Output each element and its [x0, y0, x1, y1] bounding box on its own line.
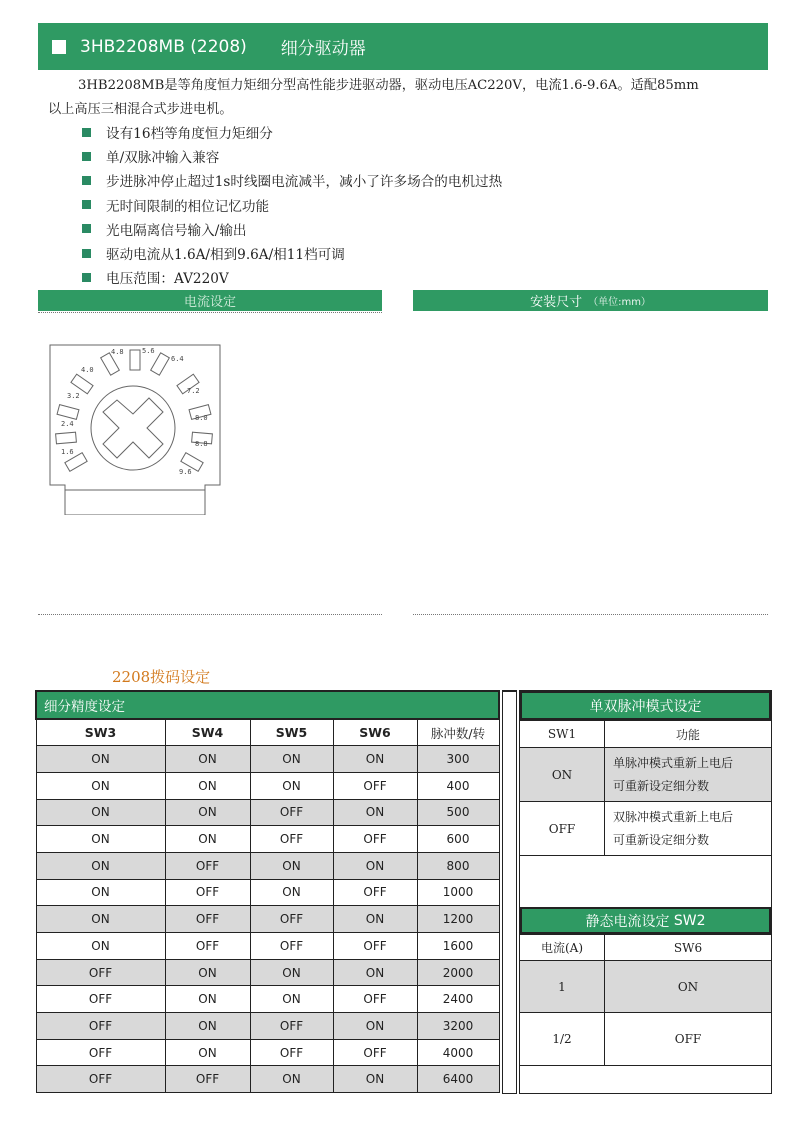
subdivision-table [35, 690, 500, 1093]
intro-line-1: 3HB2208MB是等角度恒力矩细分型高性能步进驱动器，驱动电压AC220V，电流1.6-9.6A。适配85mm [78, 78, 699, 93]
table-row: ON OFF OFF OFF 1600 [36, 933, 499, 960]
blank-spacer [520, 855, 771, 907]
dial-label: 8.0 [195, 414, 208, 422]
current-setting-header: 电流设定 [38, 290, 382, 311]
subdivision-table-title: 细分精度设定 [36, 691, 499, 719]
model-name: 3HB2208MB (2208) [80, 36, 247, 57]
square-bullet-icon [82, 273, 91, 282]
static-current-row: 1 ON [520, 960, 771, 1012]
table-row: ON OFF OFF ON 1200 [36, 906, 499, 933]
table-row: ON OFF ON OFF 1000 [36, 879, 499, 906]
pulse-mode-row: ON 单脉冲模式重新上电后 可重新设定细分数 [520, 747, 771, 801]
blank-spacer [520, 1065, 771, 1091]
table-row: ON OFF ON ON 800 [36, 852, 499, 879]
square-bullet-icon [82, 152, 91, 161]
square-bullet-icon [82, 224, 91, 233]
dip-setting-title: 2208拨码设定 [112, 668, 211, 686]
square-bullet-icon [82, 249, 91, 258]
static-current-title: 静态电流设定 SW2 [520, 907, 771, 934]
table-row: ON ON OFF ON 500 [36, 799, 499, 826]
divider [413, 614, 768, 615]
table-row: OFF ON ON OFF 2400 [36, 986, 499, 1013]
feature-item: 无时间限制的相位记忆功能 [82, 193, 502, 217]
square-bullet-icon [82, 176, 91, 185]
pulse-mode-row: OFF 双脉冲模式重新上电后 可重新设定细分数 [520, 801, 771, 855]
dial-label: 2.4 [61, 420, 74, 428]
feature-item: 设有16档等角度恒力矩细分 [82, 120, 502, 144]
table-spacer-column [502, 690, 517, 1094]
table-row: OFF ON ON ON 2000 [36, 959, 499, 986]
pulse-mode-header-row: SW1 功能 [520, 720, 771, 747]
dial-label: 4.8 [111, 348, 124, 356]
current-dial-diagram [45, 340, 225, 515]
table-row: ON ON ON ON 300 [36, 746, 499, 773]
mode-settings-panel [519, 690, 772, 1094]
dial-label: 3.2 [67, 392, 80, 400]
square-bullet-icon [82, 200, 91, 209]
dial-label: 4.0 [81, 366, 94, 374]
feature-item: 光电隔离信号输入/输出 [82, 217, 502, 241]
divider [38, 614, 382, 615]
dial-label: 7.2 [187, 387, 200, 395]
table-row: ON ON OFF OFF 600 [36, 826, 499, 853]
table-row: OFF OFF ON ON 6400 [36, 1066, 499, 1093]
install-size-header: 安装尺寸 （单位:mm） [413, 290, 768, 311]
feature-list [82, 120, 502, 289]
feature-item: 电压范围：AV220V [82, 265, 502, 289]
square-bullet-icon [52, 40, 66, 54]
divider [38, 312, 382, 313]
static-current-header-row: 电流(A) SW6 [520, 934, 771, 960]
table-header-row: SW3 SW4 SW5 SW6 脉冲数/转 [36, 719, 499, 746]
intro-paragraph [48, 74, 768, 122]
pulse-mode-title: 单双脉冲模式设定 [520, 691, 771, 720]
dial-label: 8.8 [195, 440, 208, 448]
dial-arrow-icon [103, 398, 163, 458]
intro-line-2: 以上高压三相混合式步进电机。 [48, 102, 233, 117]
product-name: 细分驱动器 [280, 39, 366, 59]
table-row: ON ON ON OFF 400 [36, 772, 499, 799]
dial-label: 9.6 [179, 468, 192, 476]
static-current-row: 1/2 OFF [520, 1012, 771, 1065]
feature-item: 驱动电流从1.6A/相到9.6A/相11档可调 [82, 241, 502, 265]
table-row: OFF ON OFF ON 3200 [36, 1013, 499, 1040]
feature-item: 单/双脉冲输入兼容 [82, 144, 502, 168]
dial-label: 5.6 [142, 347, 155, 355]
feature-item: 步进脉冲停止超过1s时线圈电流减半，减小了许多场合的电机过热 [82, 168, 502, 192]
dial-knob [91, 386, 175, 470]
table-row: OFF ON OFF OFF 4000 [36, 1039, 499, 1066]
title-bar [38, 23, 768, 70]
square-bullet-icon [82, 128, 91, 137]
dial-label: 6.4 [171, 355, 184, 363]
dial-label: 1.6 [61, 448, 74, 456]
